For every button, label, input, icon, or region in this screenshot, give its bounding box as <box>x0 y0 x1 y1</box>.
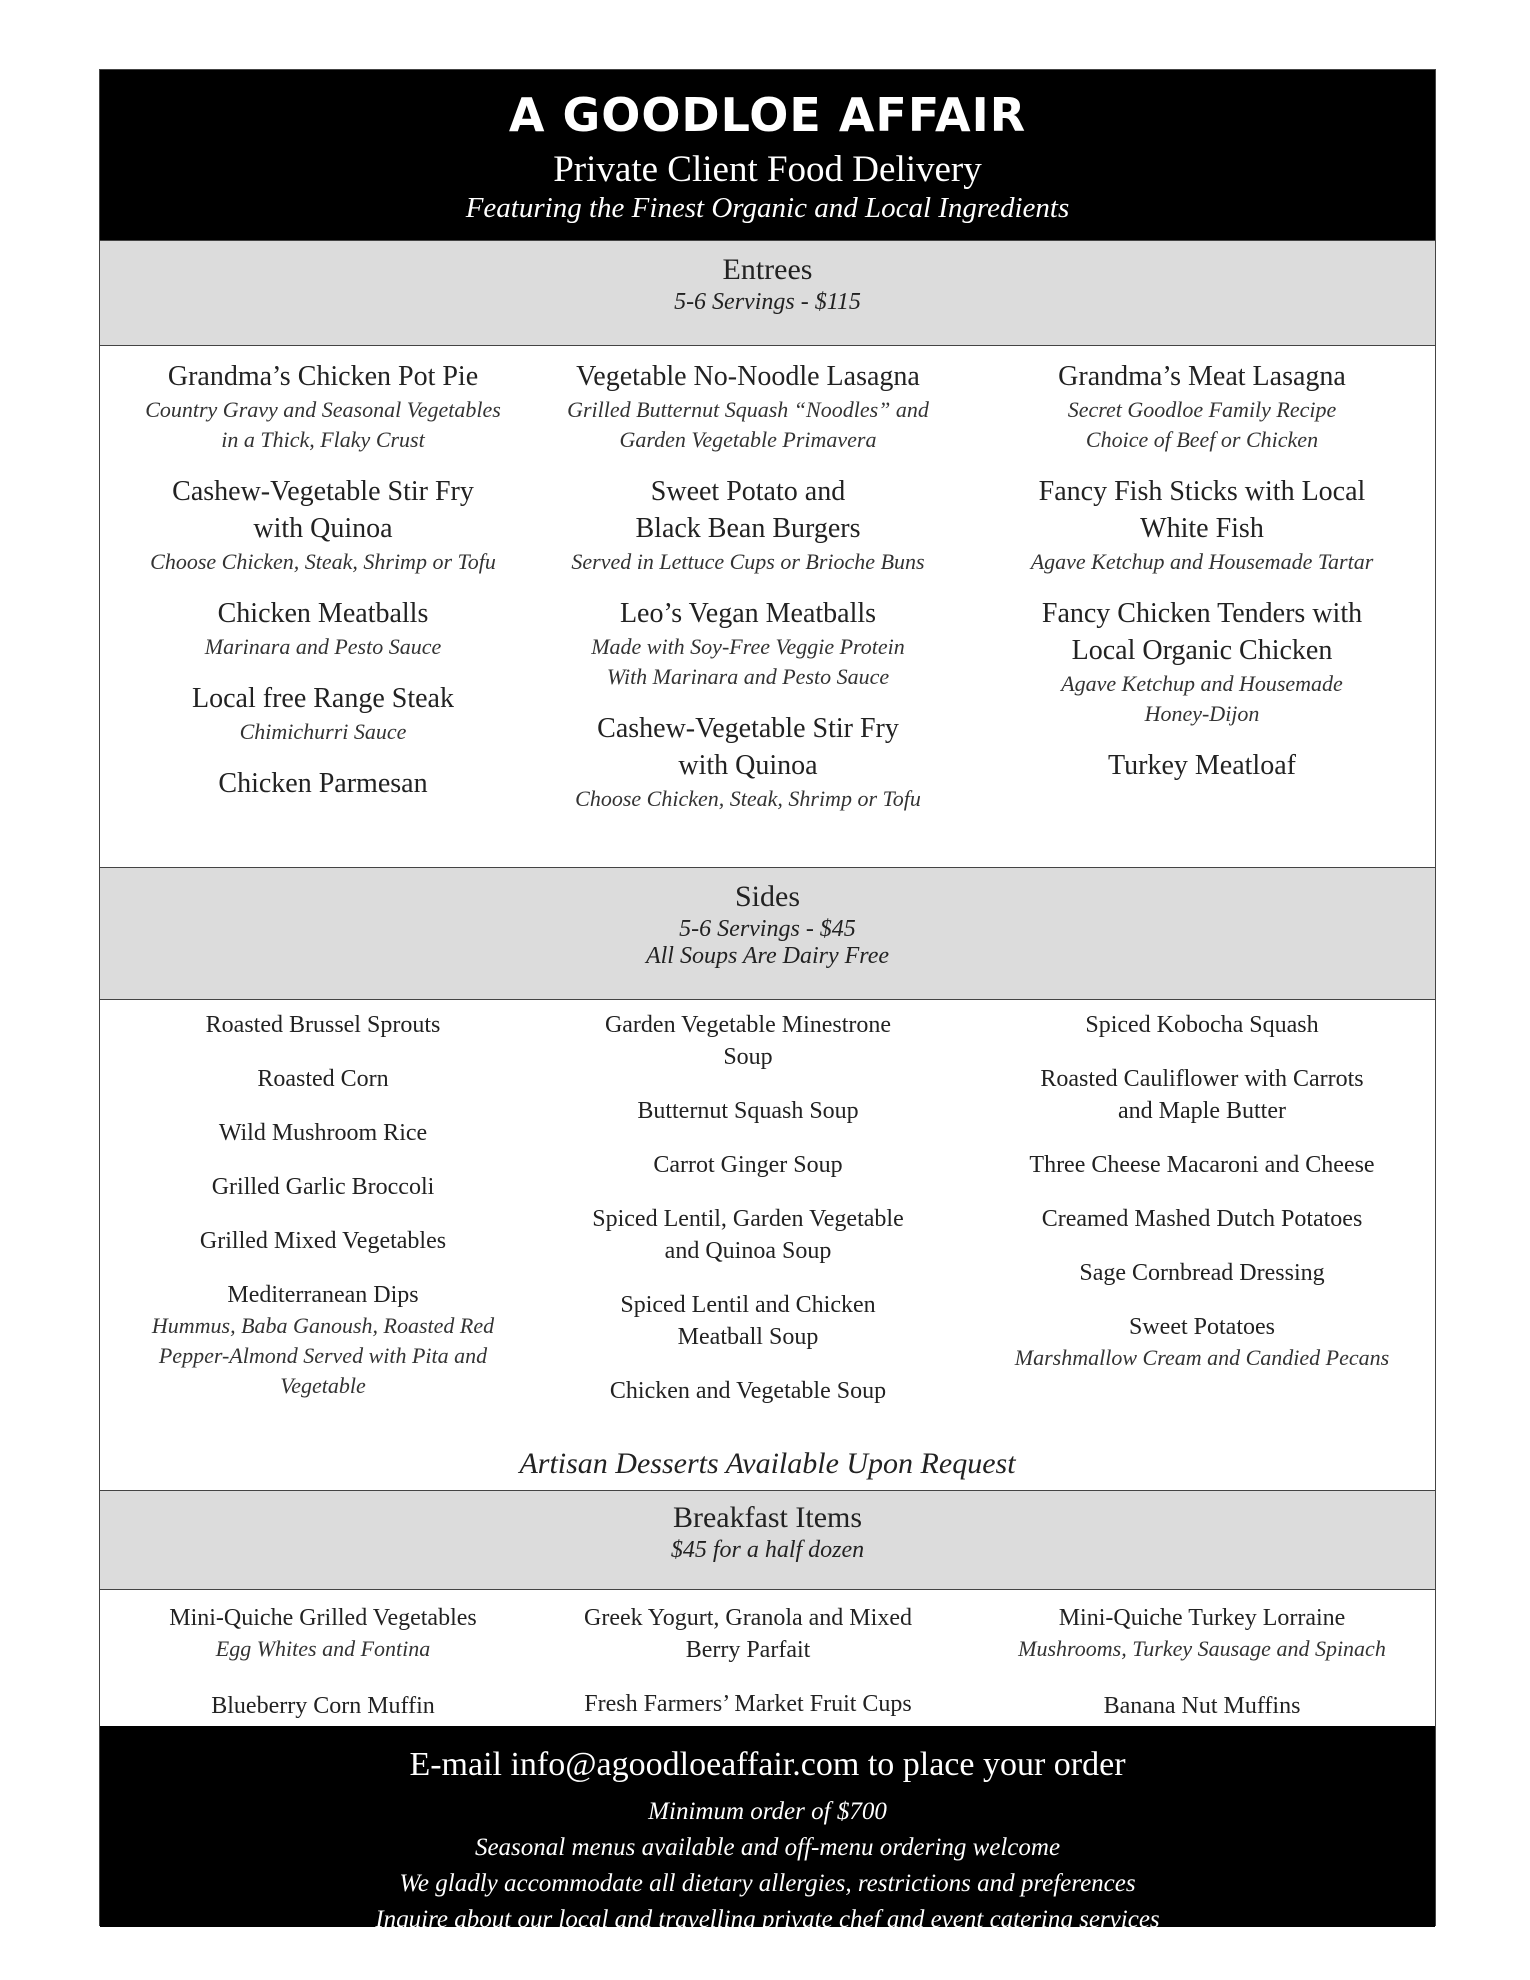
menu-item <box>103 765 543 802</box>
entrees-col-1 <box>103 358 543 802</box>
menu-item-description: Country Gravy and Seasonal Vegetables in a Thick, Flaky Crust <box>145 397 501 452</box>
menu-item-description: Hummus, Baba Ganoush, Roasted Red Pepper-Almond Served with Pita and Vegetable <box>151 1313 495 1398</box>
menu-item <box>982 1602 1422 1664</box>
menu-item-description: Made with Soy-Free Veggie Protein With Marinara and Pesto Sauce <box>591 634 905 689</box>
menu-item <box>982 1311 1422 1373</box>
section-note: 5-6 Servings - $45 <box>679 916 856 942</box>
menu-item-name: Chicken Meatballs <box>217 598 429 629</box>
menu-item <box>103 1690 543 1722</box>
menu-item <box>982 1690 1422 1722</box>
footer-line: We gladly accommodate all dietary allergies, restrictions and preferences <box>399 1870 1136 1897</box>
sides-heading <box>100 867 1435 1000</box>
menu-item-name: Spiced Kobocha Squash <box>1085 1012 1319 1038</box>
menu-item <box>103 1225 543 1257</box>
menu-item <box>982 1149 1422 1181</box>
menu-item-description: Mushrooms, Turkey Sausage and Spinach <box>1018 1636 1386 1661</box>
menu-item-name: Vegetable No-Noodle Lasagna <box>576 361 920 392</box>
menu-item-name: Creamed Mashed Dutch Potatoes <box>1041 1206 1363 1232</box>
menu-item-description: Agave Ketchup and Housemade Honey-Dijon <box>1061 671 1343 726</box>
menu-item-name: Mediterranean Dips <box>227 1282 419 1308</box>
section-note: $45 for a half dozen <box>670 1537 865 1563</box>
menu-item-description: Choose Chicken, Steak, Shrimp or Tofu <box>575 786 921 811</box>
menu-item <box>103 1117 543 1149</box>
menu-item <box>103 1009 543 1041</box>
footer-line: Seasonal menus available and off-menu ordering welcome <box>474 1834 1061 1861</box>
menu-item <box>982 595 1422 729</box>
menu-item-name: Fresh Farmers’ Market Fruit Cups <box>584 1691 912 1717</box>
menu-item <box>103 1602 543 1664</box>
menu-item <box>528 1009 968 1073</box>
menu-item-description: Egg Whites and Fontina <box>215 1636 431 1661</box>
menu-item-description: Grilled Butternut Squash “Noodles” and Garden Vegetable Primavera <box>567 397 929 452</box>
menu-item <box>103 1063 543 1095</box>
menu-item-name: Blueberry Corn Muffin <box>211 1693 435 1719</box>
menu-item-name: Grilled Mixed Vegetables <box>199 1228 447 1254</box>
footer-line: Minimum order of $700 <box>648 1798 887 1825</box>
menu-item-name: Sweet Potato and Black Bean Burgers <box>635 476 861 544</box>
section-note-2: All Soups Are Dairy Free <box>645 943 890 969</box>
menu-item-description: Marinara and Pesto Sauce <box>204 634 442 659</box>
entrees-heading <box>100 240 1435 346</box>
menu-item-name: Roasted Corn <box>257 1066 389 1092</box>
menu-item-name: Chicken Parmesan <box>218 768 428 799</box>
menu-item-name: Local free Range Steak <box>192 683 454 714</box>
menu-header <box>100 70 1435 240</box>
menu-item-name: Three Cheese Macaroni and Cheese <box>1029 1152 1375 1178</box>
menu-item <box>103 358 543 455</box>
menu-item <box>982 358 1422 455</box>
order-email: E-mail info@agoodloeaffair.com to place your order <box>409 1746 1126 1783</box>
menu-item <box>103 595 543 662</box>
menu-item-name: Wild Mushroom Rice <box>218 1120 428 1146</box>
sides-col-3 <box>982 1009 1422 1373</box>
menu-item-description: Chimichurri Sauce <box>239 719 407 744</box>
menu-item-name: Greek Yogurt, Granola and Mixed Berry Parfait <box>584 1605 912 1663</box>
menu-item-name: Grandma’s Meat Lasagna <box>1058 361 1346 392</box>
section-title: Sides <box>734 880 800 913</box>
menu-item-name: Carrot Ginger Soup <box>653 1152 843 1178</box>
menu-item-name: Spiced Lentil, Garden Vegetable and Quinoa Soup <box>592 1206 904 1264</box>
menu-item <box>982 1063 1422 1127</box>
menu-frame <box>99 69 1436 1933</box>
menu-item-name: Banana Nut Muffins <box>1103 1693 1301 1719</box>
sides-col-2 <box>528 1009 968 1407</box>
menu-item-name: Garden Vegetable Minestrone Soup <box>604 1012 892 1070</box>
order-footer <box>100 1726 1435 1933</box>
desserts-note: Artisan Desserts Available Upon Request <box>519 1447 1016 1480</box>
menu-item <box>982 473 1422 577</box>
menu-item-name: Sweet Potatoes <box>1129 1314 1275 1340</box>
menu-item-name: Leo’s Vegan Meatballs <box>619 598 877 629</box>
sides-col-1 <box>103 1009 543 1401</box>
menu-item <box>103 680 543 747</box>
menu-item <box>528 1375 968 1407</box>
breakfast-col-3 <box>982 1602 1422 1722</box>
menu-item-name: Chicken and Vegetable Soup <box>609 1378 887 1404</box>
entrees-col-3 <box>982 358 1422 784</box>
menu-item-name: Cashew-Vegetable Stir Fry with Quinoa <box>597 713 899 781</box>
menu-item-name: Fancy Fish Sticks with Local White Fish <box>1038 476 1366 544</box>
section-title: Entrees <box>722 253 813 286</box>
menu-item-name: Grandma’s Chicken Pot Pie <box>167 361 479 392</box>
menu-item-description: Choose Chicken, Steak, Shrimp or Tofu <box>150 549 496 574</box>
menu-item-name: Grilled Garlic Broccoli <box>211 1174 435 1200</box>
menu-item-description: Secret Goodloe Family Recipe Choice of Beef or Chicken <box>1067 397 1337 452</box>
menu-item <box>528 1095 968 1127</box>
subtitle: Private Client Food Delivery <box>553 149 982 190</box>
menu-item <box>528 710 968 814</box>
menu-item <box>528 595 968 692</box>
menu-item <box>528 1203 968 1267</box>
menu-item <box>103 473 543 577</box>
section-note: 5-6 Servings - $115 <box>674 289 861 315</box>
menu-item-name: Roasted Cauliflower with Carrots and Maple Butter <box>1040 1066 1364 1124</box>
menu-item-name: Spiced Lentil and Chicken Meatball Soup <box>620 1292 876 1350</box>
menu-item-name: Mini-Quiche Grilled Vegetables <box>169 1605 477 1631</box>
menu-item <box>528 1688 968 1720</box>
entrees-col-2 <box>528 358 968 814</box>
section-title: Breakfast Items <box>672 1501 863 1534</box>
tagline: Featuring the Finest Organic and Local Ingredients <box>465 192 1070 224</box>
footer-line: Inquire about our local and travelling private chef and event catering services <box>375 1906 1160 1933</box>
menu-item <box>528 1602 968 1666</box>
menu-item <box>528 1149 968 1181</box>
menu-item-name: Cashew-Vegetable Stir Fry with Quinoa <box>172 476 474 544</box>
menu-item <box>103 1279 543 1401</box>
menu-item <box>528 473 968 577</box>
menu-item <box>103 1171 543 1203</box>
menu-item <box>528 1289 968 1353</box>
menu-item-name: Mini-Quiche Turkey Lorraine <box>1058 1605 1346 1631</box>
menu-item-name: Sage Cornbread Dressing <box>1079 1260 1325 1286</box>
menu-item <box>982 1203 1422 1235</box>
breakfast-heading <box>100 1490 1435 1590</box>
menu-item <box>982 747 1422 784</box>
menu-item-name: Roasted Brussel Sprouts <box>205 1012 441 1038</box>
menu-item <box>982 1257 1422 1289</box>
menu-item-name: Fancy Chicken Tenders with Local Organic Chicken <box>1041 598 1363 666</box>
menu-item-name: Turkey Meatloaf <box>1108 750 1296 781</box>
menu-item-description: Served in Lettuce Cups or Brioche Buns <box>571 549 925 574</box>
menu-item-description: Marshmallow Cream and Candied Pecans <box>1014 1345 1390 1370</box>
breakfast-col-1 <box>103 1602 543 1722</box>
menu-item-description: Agave Ketchup and Housemade Tartar <box>1030 549 1374 574</box>
menu-item <box>528 358 968 455</box>
menu-item <box>982 1009 1422 1041</box>
menu-item-name: Butternut Squash Soup <box>637 1098 859 1124</box>
breakfast-col-2 <box>528 1602 968 1720</box>
brand-title: A GOODLOE AFFAIR <box>508 88 1027 142</box>
